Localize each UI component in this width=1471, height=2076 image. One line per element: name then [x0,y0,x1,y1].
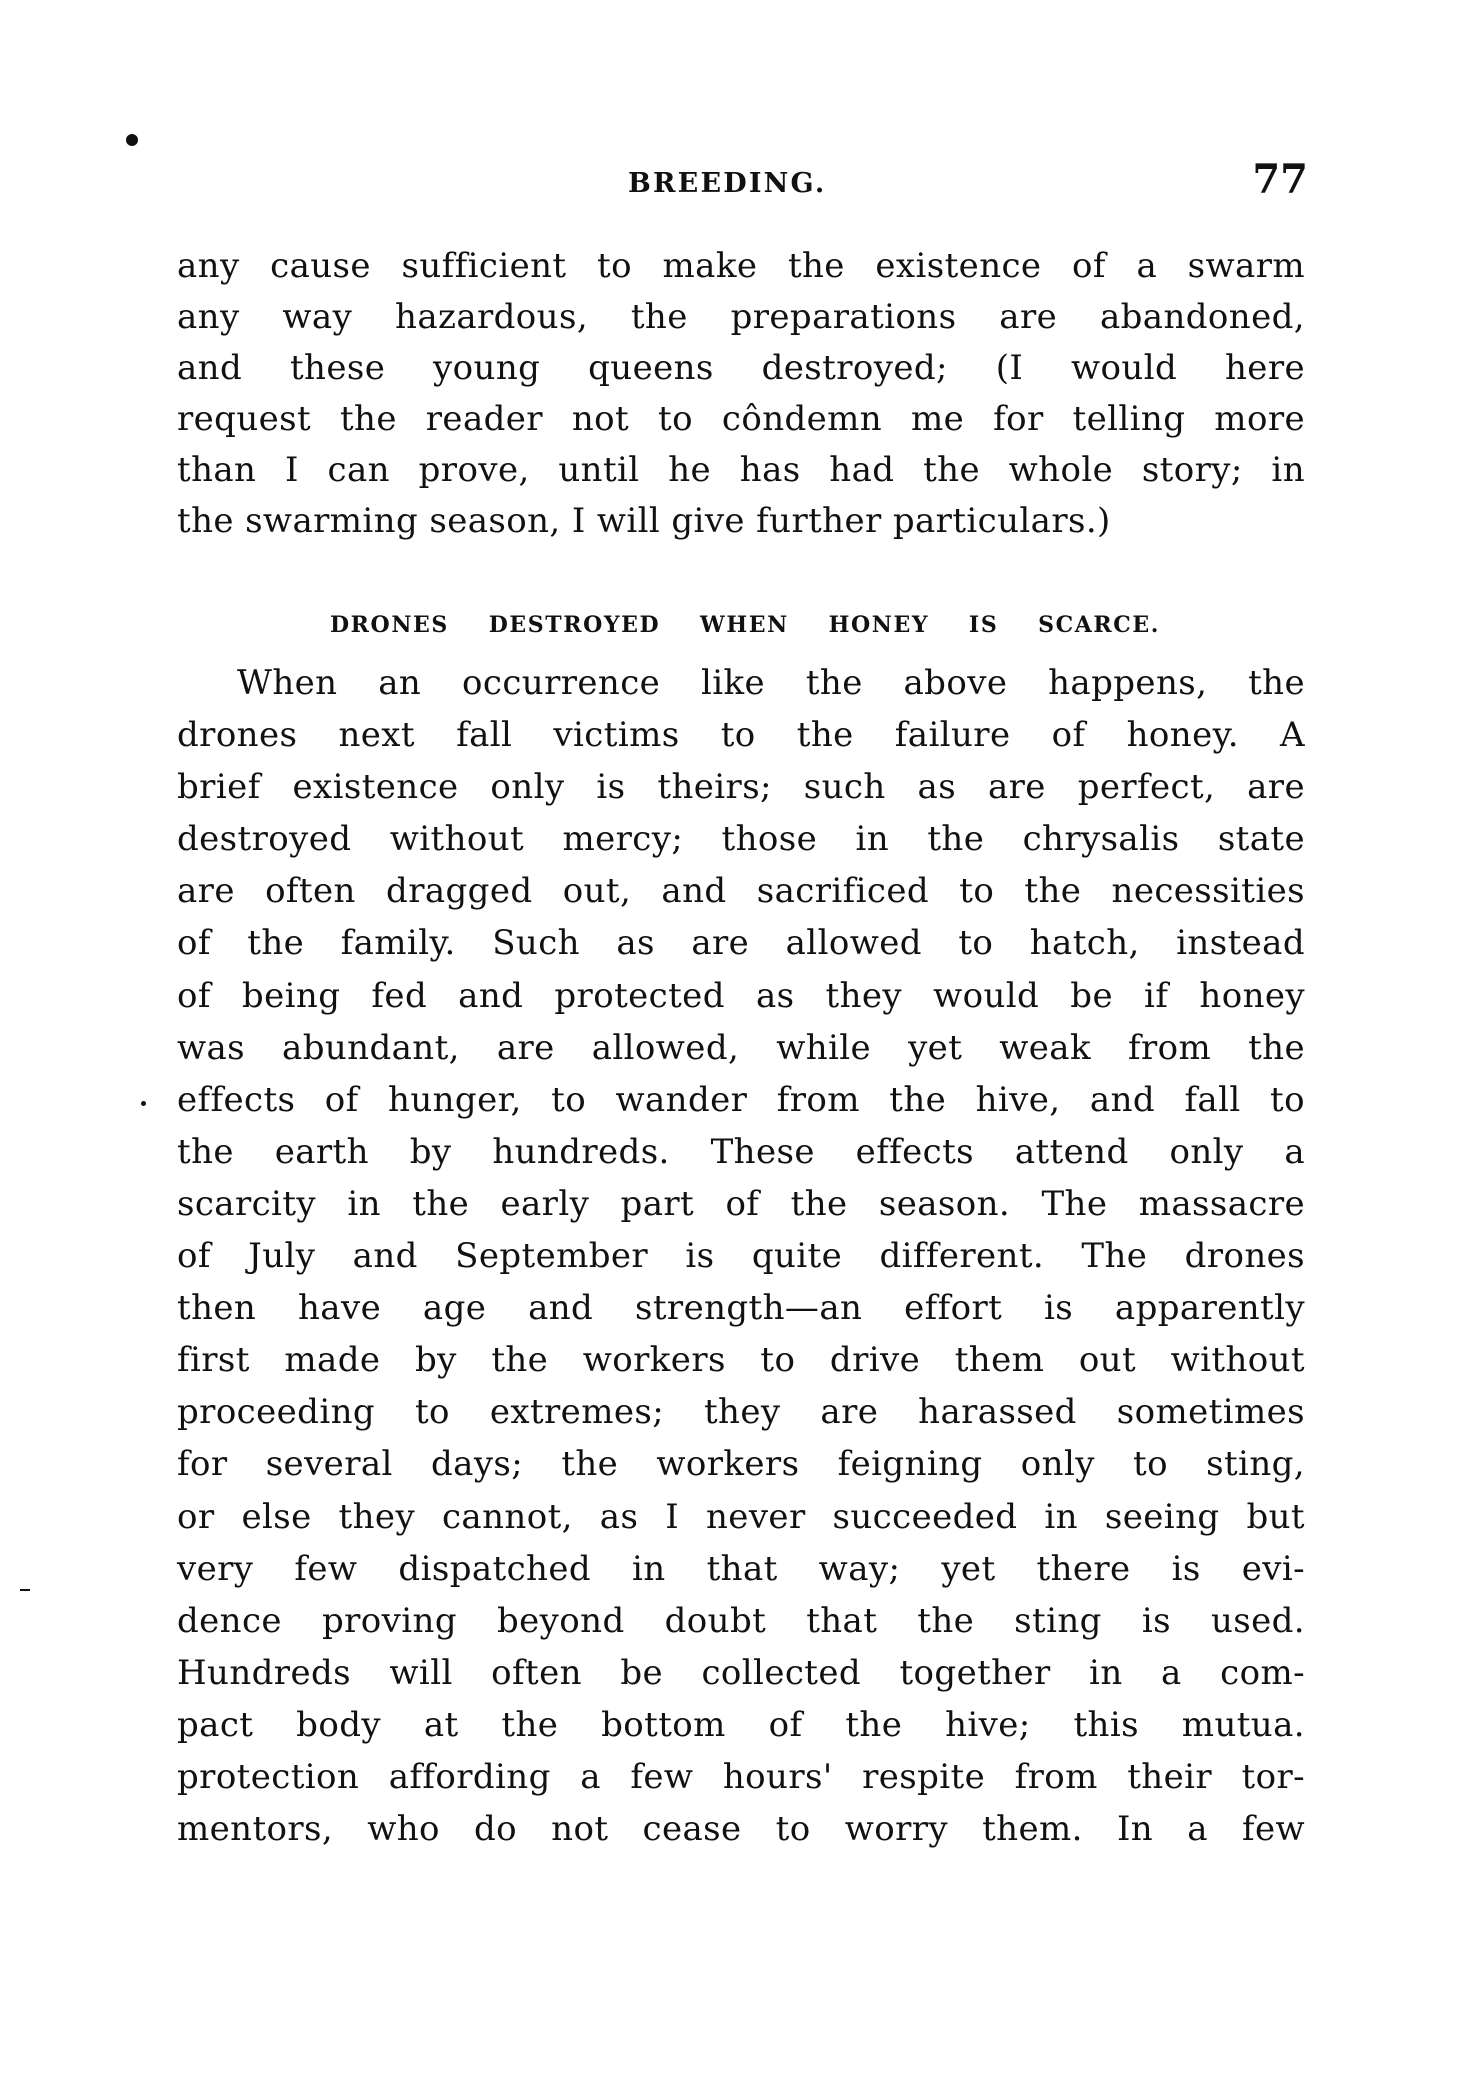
text-line: scarcity in the early part of the season. The massacre [177,1183,1305,1224]
text-line: protection affording a few hours' respite from their tor- [177,1756,1305,1797]
running-head: BREEDING. [628,168,827,199]
text-line: destroyed without mercy; those in the chrysalis state [177,819,1305,860]
text-line: effects of hunger, to wander from the hive, and fall to [177,1079,1305,1120]
text-line: When an occurrence like the above happens, the [237,663,1305,703]
text-line: then have age and strength—an effort is apparently [177,1288,1305,1329]
section-heading: DRONES DESTROYED WHEN HONEY IS SCARCE. [330,612,1160,638]
text-line: the earth by hundreds. These effects attend only a [177,1131,1305,1172]
page-number: 77 [1252,156,1308,203]
paragraph-drones-destroyed [177,657,1305,1855]
text-line: or else they cannot, as I never succeeded in seeing but [177,1496,1305,1537]
text-line: are often dragged out, and sacrificed to the necessities [177,871,1305,912]
paragraph-continued [177,241,1305,547]
text-line: any cause sufficient to make the existence of a swarm [177,246,1305,286]
text-line: mentors, who do not cease to worry them. In a few [177,1809,1305,1850]
text-line: proceeding to extremes; they are harassed sometimes [177,1392,1305,1433]
ink-dash-mark [20,1589,30,1591]
text-line: for several days; the workers feigning only to sting, [177,1444,1305,1485]
text-line: drones next fall victims to the failure of honey. A [177,715,1305,756]
ink-dot-mark [126,134,138,146]
text-line: of being fed and protected as they would be if honey [177,975,1305,1016]
text-line: of the family. Such as are allowed to hatch, instead [177,923,1305,964]
ink-dot-mark [141,1101,146,1106]
text-line: dence proving beyond doubt that the sting is used. [177,1600,1305,1641]
text-line: than I can prove, until he has had the whole story; in [177,450,1305,490]
text-line: of July and September is quite different. The drones [177,1236,1305,1277]
text-line: very few dispatched in that way; yet there is evi- [177,1548,1305,1589]
text-line: and these young queens destroyed; (I would here [177,348,1305,388]
text-line: brief existence only is theirs; such as are perfect, are [177,767,1305,808]
text-line: Hundreds will often be collected together in a com- [177,1652,1305,1693]
text-line: any way hazardous, the preparations are abandoned, [177,297,1305,337]
text-line: pact body at the bottom of the hive; this mutua. [177,1704,1305,1745]
text-line: request the reader not to côndemn me for telling more [177,399,1305,439]
text-line: was abundant, are allowed, while yet weak from the [177,1027,1305,1068]
text-line: the swarming season, I will give further particulars.) [177,501,1111,541]
text-line: first made by the workers to drive them out without [177,1340,1305,1381]
